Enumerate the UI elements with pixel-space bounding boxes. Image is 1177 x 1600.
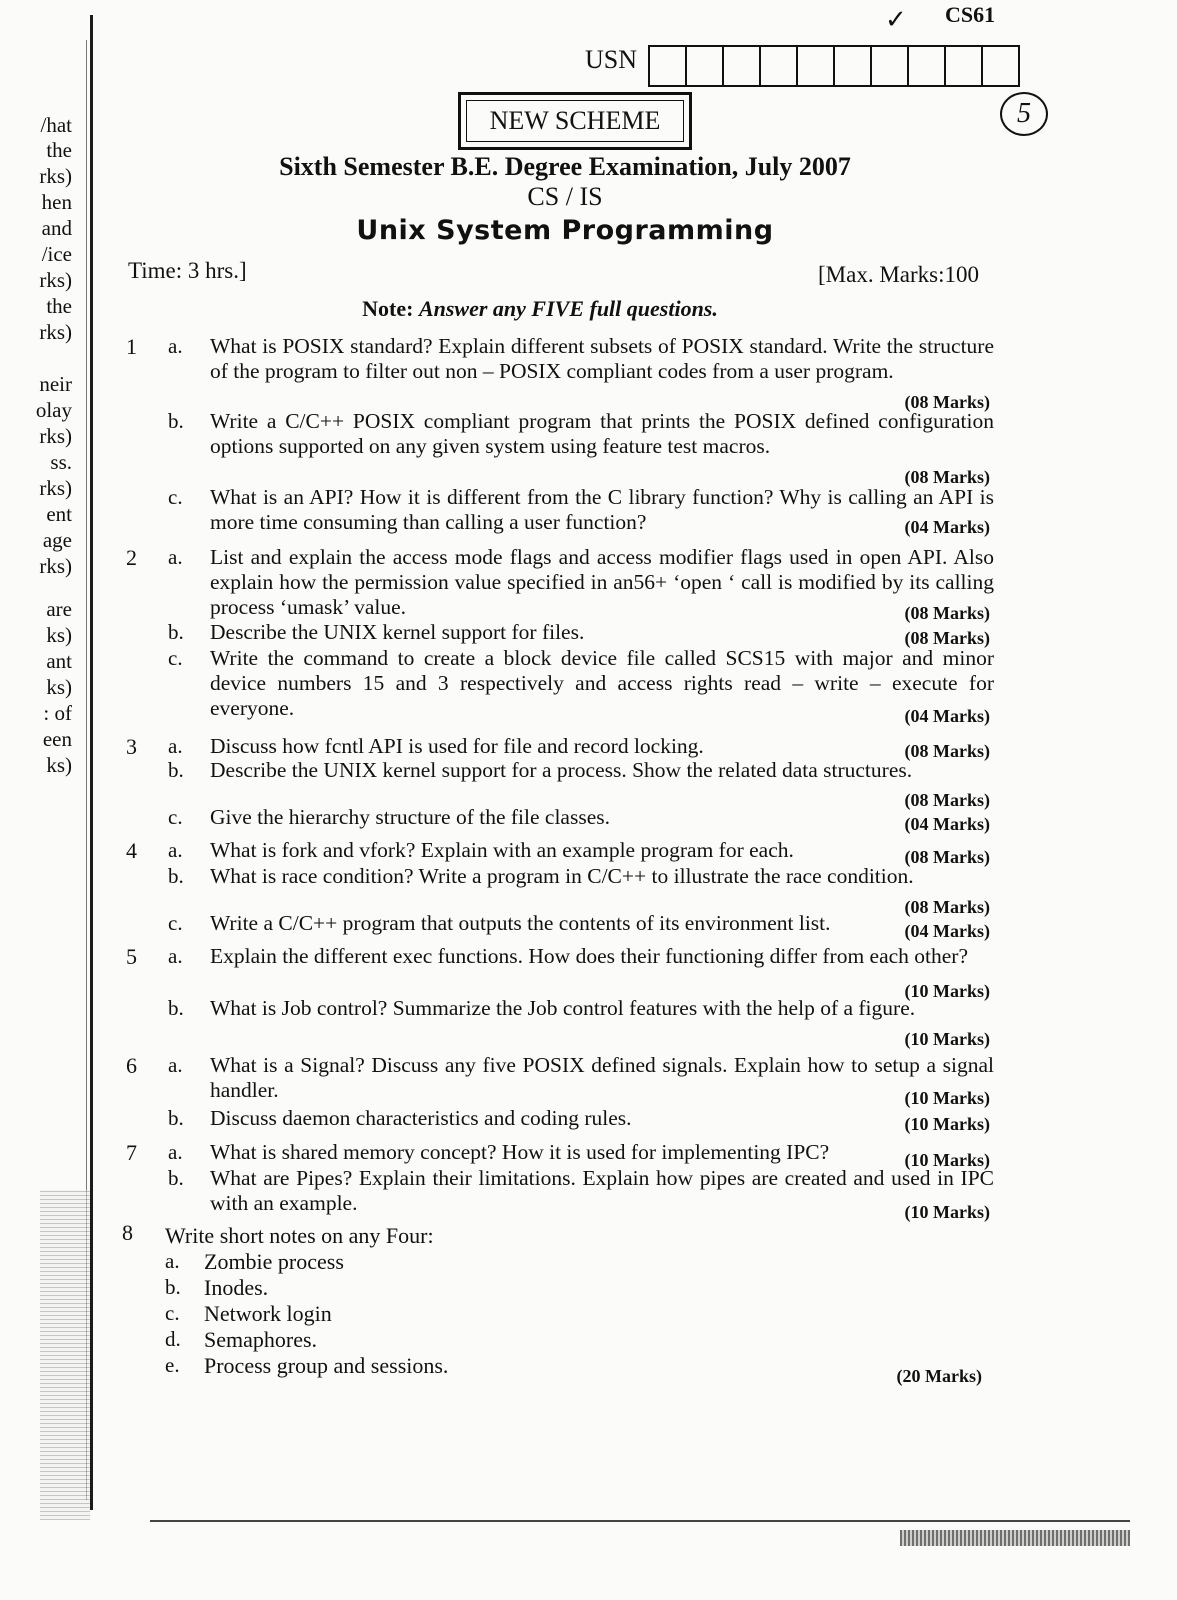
margin-fragment: and (41, 216, 72, 240)
question-number: 7 (126, 1140, 137, 1165)
marks-label: (08 Marks) (904, 741, 990, 761)
question-text: What is Job control? Summarize the Job control features with the help of a figure. (210, 996, 916, 1020)
usn-box (761, 47, 798, 85)
item-letter: d. (165, 1327, 181, 1351)
part-letter: a. (168, 545, 183, 569)
marks-label: (10 Marks) (904, 1029, 990, 1049)
question-text: What is a Signal? Discuss any five POSIX defined signals. Explain how to setup a signal handler. (210, 1053, 994, 1102)
margin-fragment: ks) (46, 623, 72, 647)
marks-label: (10 Marks) (904, 1088, 990, 1108)
marks-label: (04 Marks) (904, 706, 990, 726)
question-number: 6 (126, 1053, 137, 1078)
part-letter: a. (168, 944, 183, 968)
check-mark: ✓ (885, 5, 907, 34)
part-letter: a. (168, 1053, 183, 1077)
marks-label: (04 Marks) (904, 517, 990, 537)
marks-label: (08 Marks) (904, 392, 990, 412)
marks-label: (08 Marks) (904, 897, 990, 917)
marks-label: (10 Marks) (904, 981, 990, 1001)
part-letter: c. (168, 646, 183, 670)
usn-box (946, 47, 983, 85)
margin-fragment: ant (46, 649, 72, 673)
margin-fragment: hen (41, 190, 72, 214)
usn-box (835, 47, 872, 85)
item-letter: b. (165, 1275, 181, 1299)
margin-fragment: ent (46, 502, 72, 526)
question-text: What is fork and vfork? Explain with an example program for each. (210, 838, 794, 862)
question-text: Write short notes on any Four: (165, 1223, 434, 1248)
margin-fragment: /ice (41, 242, 72, 266)
scan-smudge (40, 1190, 90, 1520)
margin-fragment: rks) (39, 320, 72, 344)
margin-fragment: ks) (46, 753, 72, 777)
question-text: What is POSIX standard? Explain different subsets of POSIX standard. Write the structure of the program to filter out non – POSIX compliant codes from a user program. (210, 334, 994, 383)
usn-label: USN (585, 45, 638, 74)
note-prefix: Note: (362, 296, 419, 321)
marks-label: (08 Marks) (904, 847, 990, 867)
max-marks: [Max. Marks:100 (818, 262, 979, 287)
margin-fragment: the (46, 294, 72, 318)
question-number: 5 (126, 944, 137, 969)
question-text: What are Pipes? Explain their limitations. Explain how pipes are created and used in IPC with an example. (210, 1166, 994, 1215)
part-letter: b. (168, 409, 184, 433)
question-text: What is race condition? Write a program in C/C++ to illustrate the race condition. (210, 864, 914, 888)
circled-number: 5 (1000, 92, 1048, 136)
part-letter: b. (168, 1166, 184, 1190)
question-number: 4 (126, 838, 137, 863)
margin-fragment: olay (35, 398, 72, 422)
scheme-box (458, 92, 692, 150)
part-letter: b. (168, 620, 184, 644)
instructions-note (0, 296, 1080, 322)
paper-code: CS61 (945, 2, 996, 27)
part-letter: b. (168, 996, 184, 1020)
question-number: 1 (126, 334, 137, 359)
part-letter: b. (168, 864, 184, 888)
part-letter: c. (168, 485, 183, 509)
question-number: 2 (126, 545, 137, 570)
note-text: Answer any FIVE full questions. (418, 296, 718, 321)
margin-fragment: /hat (40, 113, 72, 137)
marks-label: (10 Marks) (904, 1202, 990, 1222)
question-text: Write a C/C++ POSIX compliant program that prints the POSIX defined configuration options supported on any given system using feature test macros. (210, 409, 994, 458)
part-letter: a. (168, 734, 183, 758)
scheme-label: NEW SCHEME (466, 100, 684, 142)
usn-box (983, 47, 1018, 85)
list-item: Process group and sessions. (204, 1353, 449, 1378)
exam-title: Sixth Semester B.E. Degree Examination, July 2007 (279, 152, 851, 181)
marks-label: (10 Marks) (904, 1150, 990, 1170)
marks-label: (20 Marks) (896, 1366, 982, 1386)
part-letter: a. (168, 1140, 183, 1164)
part-letter: a. (168, 334, 183, 358)
question-text: Describe the UNIX kernel support for files. (210, 620, 585, 644)
item-letter: e. (165, 1353, 180, 1377)
marks-label: (08 Marks) (904, 467, 990, 487)
margin-fragment: rks) (39, 268, 72, 292)
question-text: Write the command to create a block device file called SCS15 with major and minor device numbers 15 and 3 respectively and access rights read – write – execute for everyone. (210, 646, 994, 720)
usn-box (687, 47, 724, 85)
question-text: Explain the different exec functions. How does their functioning differ from each other? (210, 944, 969, 968)
question-text: What is an API? How it is different from the C library function? Why is calling an API is more time consuming than calling a user function? (210, 485, 994, 534)
question-text: Give the hierarchy structure of the file classes. (210, 805, 610, 829)
margin-fragment: ks) (46, 675, 72, 699)
question-number: 8 (122, 1220, 133, 1245)
scan-artifact (900, 1530, 1130, 1546)
part-letter: b. (168, 758, 184, 782)
marks-label: (04 Marks) (904, 814, 990, 834)
part-letter: a. (168, 838, 183, 862)
margin-fragment: : of (43, 701, 72, 725)
question-text: What is shared memory concept? How it is used for implementing IPC? (210, 1140, 830, 1164)
question-text: List and explain the access mode flags and access modifier flags used in open API. Also explain how the permission value specified in an56+ ‘open ‘ call is modified by its calling process ‘umask’ value. (210, 545, 994, 619)
question-text: Discuss daemon characteristics and coding rules. (210, 1106, 632, 1130)
question-number: 3 (126, 734, 137, 759)
list-item: Inodes. (204, 1275, 269, 1300)
usn-box (724, 47, 761, 85)
margin-fragment: are (46, 597, 72, 621)
margin-fragment: ss. (50, 450, 72, 474)
question-text: Write a C/C++ program that outputs the contents of its environment list. (210, 911, 831, 935)
margin-fragment: neir (39, 372, 72, 396)
usn-box (650, 47, 687, 85)
marks-label: (08 Marks) (904, 790, 990, 810)
list-item: Semaphores. (204, 1327, 318, 1352)
question-text: Describe the UNIX kernel support for a process. Show the related data structures. (210, 758, 913, 782)
item-letter: a. (165, 1249, 180, 1273)
margin-fragment: rks) (39, 554, 72, 578)
time-allowed: Time: 3 hrs.] (128, 258, 247, 283)
part-letter: c. (168, 805, 183, 829)
list-item: Network login (204, 1301, 332, 1326)
bottom-rule (150, 1520, 1130, 1522)
list-item: Zombie process (204, 1249, 344, 1274)
marks-label: (08 Marks) (904, 603, 990, 623)
margin-fragment: the (46, 138, 72, 162)
marks-label: (08 Marks) (904, 628, 990, 648)
usn-boxes (648, 45, 1020, 87)
margin-fragment: een (42, 727, 72, 751)
usn-box (909, 47, 946, 85)
margin-fragment: rks) (39, 476, 72, 500)
usn-box (872, 47, 909, 85)
usn-box (798, 47, 835, 85)
margin-fragment: age (42, 528, 72, 552)
marks-label: (10 Marks) (904, 1114, 990, 1134)
marks-label: (04 Marks) (904, 921, 990, 941)
margin-fragment: rks) (39, 424, 72, 448)
department: CS / IS (527, 182, 603, 211)
subject-title: Unix System Programming (356, 215, 774, 246)
margin-fragment: rks) (39, 164, 72, 188)
part-letter: b. (168, 1106, 184, 1130)
question-text: Discuss how fcntl API is used for file and record locking. (210, 734, 704, 758)
item-letter: c. (165, 1301, 180, 1325)
part-letter: c. (168, 911, 183, 935)
